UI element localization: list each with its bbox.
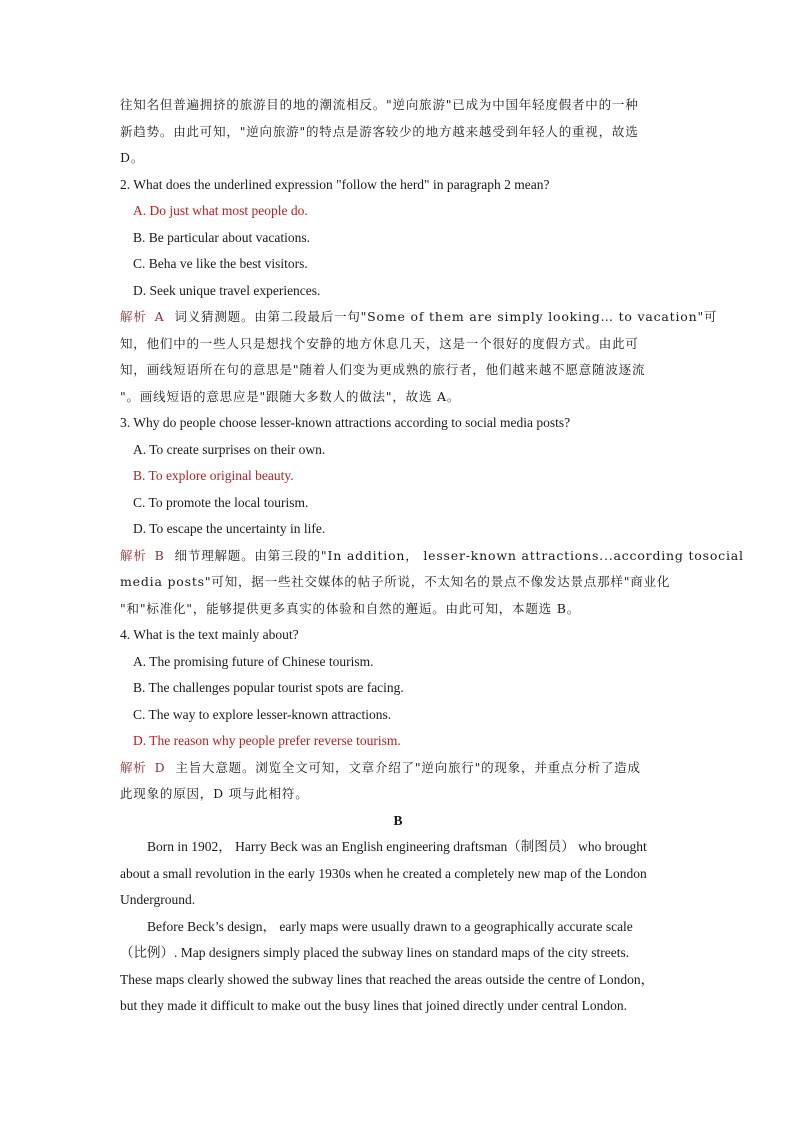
q2-explanation-line-3: 知，画线短语所在句的意思是"随着人们变为更成熟的旅行者，他们越来越不愿意随波逐流 — [120, 362, 646, 377]
q4-answer: D — [154, 759, 166, 775]
q1-explanation-line-2: 新趋势。由此可知，"逆向旅游"的特点是游客较少的地方越来越受到年轻人的重视，故选 — [120, 123, 639, 139]
q2-option-c: C. Beha ve like the best visitors. — [133, 256, 308, 271]
passage-b-p1-line-1: Born in 1902， Harry Beck was an English engineering draftsman（制图员） who brought — [147, 839, 647, 854]
q3-option-d: D. To escape the uncertainty in life. — [133, 521, 326, 536]
q4-option-c: C. The way to explore lesser-known attractions. — [133, 706, 392, 722]
q4-stem: 4. What is the text mainly about? — [120, 627, 299, 642]
q3-explanation-text-1: 细节理解题。由第三段的"In addition， lesser-known attractions...according tosocial — [174, 547, 744, 563]
q3-analysis-label: 解析 — [120, 547, 147, 563]
q2-explanation-line-1 — [120, 304, 718, 331]
passage-b-p1-line-3: Underground. — [120, 892, 196, 907]
q4-explanation-text-1: 主旨大意题。浏览全文可知，文章介绍了"逆向旅行"的现象，并重点分析了造成 — [175, 759, 641, 775]
q4-option-b: B. The challenges popular tourist spots are facing. — [133, 680, 404, 695]
q3-explanation-line-2: media posts"可知，据一些社交媒体的帖子所说，不太知名的景点不像发达景点那样"商业化 — [120, 574, 671, 589]
passage-b-p2-line-4: but they made it difficult to make out the busy lines that joined directly under central London. — [120, 998, 628, 1013]
passage-b-p2-line-2: （比例）. Map designers simply placed the subway lines on standard maps of the city streets. — [120, 945, 630, 960]
q2-explanation-line-4: "。画线短语的意思应是"跟随大多数人的做法"，故选 A。 — [120, 388, 461, 404]
q3-option-c: C. To promote the local tourism. — [133, 494, 309, 510]
q3-explanation-line-1 — [120, 543, 744, 570]
q2-answer: A — [154, 309, 165, 324]
q2-option-a: A. Do just what most people do. — [133, 203, 308, 218]
passage-b-p2-line-1: Before Beck’s design， early maps were usually drawn to a geographically accurate scale — [147, 918, 633, 934]
q3-option-a: A. To create surprises on their own. — [133, 441, 326, 457]
q4-option-d: D. The reason why people prefer reverse tourism. — [133, 733, 401, 748]
q2-option-d: D. Seek unique travel experiences. — [133, 282, 321, 298]
q3-explanation-line-3: "和"标准化"，能够提供更多真实的体验和自然的邂逅。由此可知，本题选 B。 — [120, 600, 581, 616]
q2-option-b: B. Be particular about vacations. — [133, 229, 310, 245]
q3-stem: 3. Why do people choose lesser-known attractions according to social media posts? — [120, 415, 571, 430]
section-b-heading: B — [393, 812, 403, 828]
passage-b-p1-line-2: about a small revolution in the early 1930s when he created a completely new map of the London — [120, 865, 647, 881]
q3-option-b: B. To explore original beauty. — [133, 468, 294, 483]
q4-explanation-line-1 — [120, 755, 676, 782]
q4-option-a: A. The promising future of Chinese tourism. — [133, 653, 374, 669]
q4-explanation-line-2: 此现象的原因，D 项与此相符。 — [120, 786, 309, 801]
q4-analysis-label: 解析 — [120, 759, 147, 775]
q2-stem: 2. What does the underlined expression "follow the herd" in paragraph 2 mean? — [120, 176, 550, 192]
document-page — [120, 92, 744, 1020]
passage-b-p2-line-3: These maps clearly showed the subway lines that reached the areas outside the centre of London， — [120, 971, 655, 987]
q3-answer: B — [154, 547, 165, 563]
q2-explanation-line-2: 知，他们中的一些人只是想找个安静的地方休息几天，这是一个很好的度假方式。由此可 — [120, 335, 639, 351]
q1-explanation-line-3: D。 — [120, 150, 145, 165]
q2-explanation-text-1: 词义猜测题。由第二段最后一句"Some of them are simply looking… to vacation"可 — [174, 309, 718, 324]
q2-analysis-label: 解析 — [120, 309, 147, 324]
q1-explanation-line-1: 往知名但普遍拥挤的旅游目的地的潮流相反。"逆向旅游"已成为中国年轻度假者中的一种 — [120, 97, 639, 112]
